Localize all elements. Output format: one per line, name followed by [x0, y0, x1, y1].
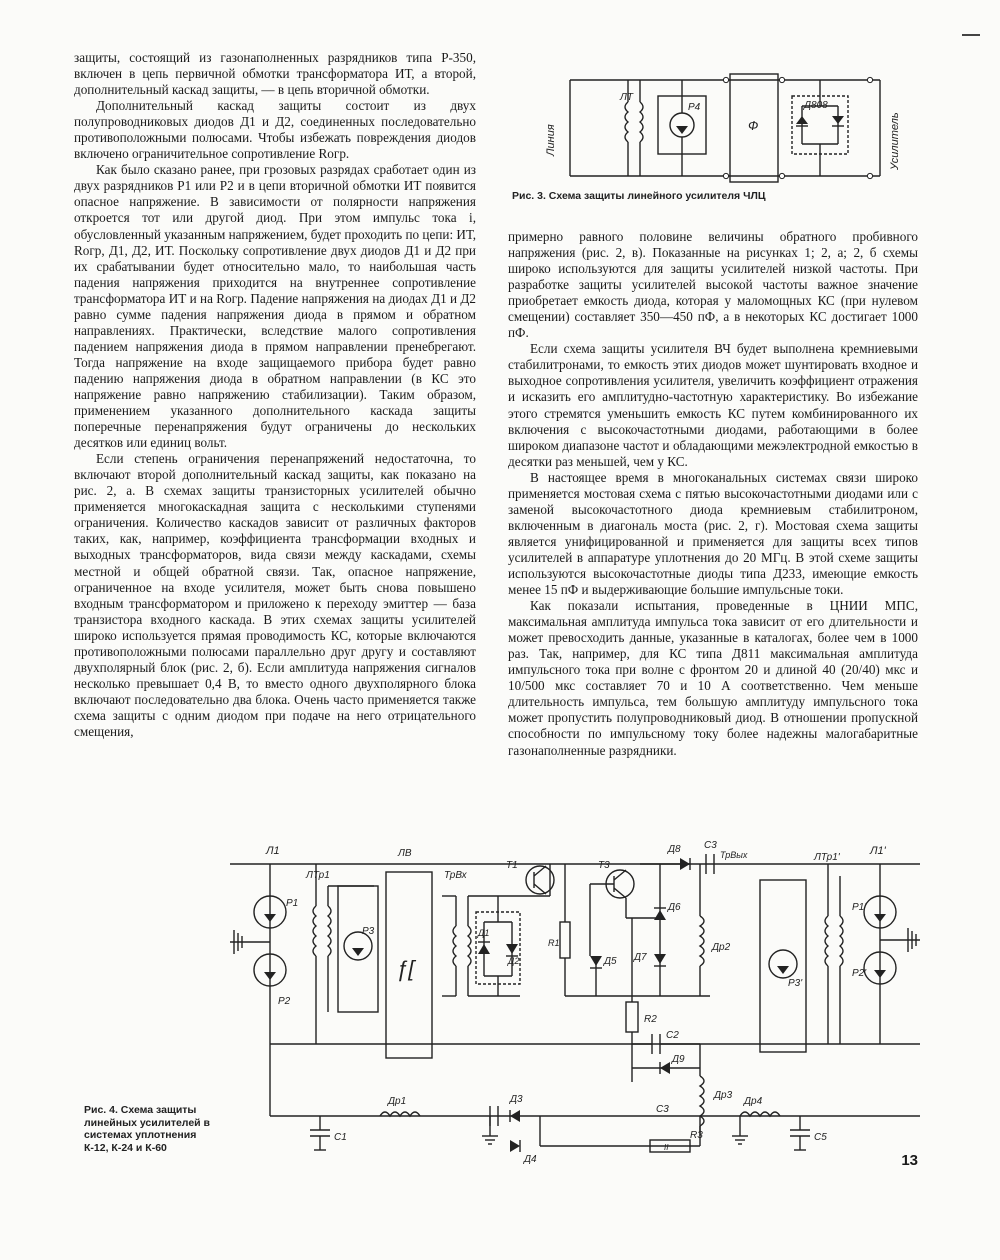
fig4-label-d6: Д6 [668, 902, 681, 913]
fig4-label-p3: Р3 [362, 926, 375, 937]
fig4-label-trvh: ТрВх [444, 870, 467, 881]
paragraph: В настоящее время в многоканальных системах связи широко применяется мостовая схема с пятью высокочастотными диодами или с заменой высокочастотного диода кремниевым стабилитроном, включенным в диагональ моста (рис. 2, г). Мостовая схема защиты является унифицированной и применяется для защиты всех типов усилителей в аппаратуре уплотнения до 20 МГц. В этой схеме защиты используются высокочастотные диоды типа Д233, имеющие емкость менее 15 пФ и выдерживающие большие импульсные токи. [508, 469, 918, 598]
fig4-label-l1p: Л1' [870, 845, 886, 857]
fig4-label-c1: С1 [334, 1132, 347, 1143]
fig4-label-res3: II [664, 1143, 669, 1152]
fig4-label-dr3: Др3 [714, 1090, 733, 1101]
fig4-label-trvyh: ТрВых [720, 850, 748, 860]
fig4-label-c5: С5 [814, 1132, 827, 1143]
fig4-label-p3p: Р3' [788, 978, 803, 989]
paragraph: Если степень ограничения перенапряжений недостаточна, то включают второй дополнительный каскад защиты, как показано на рис. 2, а. В схемах защиты транзисторных усилителей обычно применяется многокаскадная защита с несколькими ступенями ограничения. Количество каскадов зависит от различных факторов таких, как, например, коэффициента трансформации входных и выходных трансформаторов, вида связи между каскадами, схемы местной и общей обратной связи. Так, опасное напряжение, ограниченное на входе усилителя, может быть снова повышено входным трансформатором и приложено к переходу эмиттер — база транзистора входного каскада. В этих схемах защиты усилителей широко используется прямая проводимость КС, которые включаются противоположными полюсами параллельно друг другу и составляют двухполярный блок (рис. 2, б). Если амплитуда напряжения сигналов несколько превышает 0,4 В, то вместо одного двухполярного блока включают последовательно два блока. Очень часто применяется также схема защиты с одним диодом при подаче на него отрицательного смещения, [74, 451, 476, 739]
fig4-label-d7: Д7 [634, 952, 647, 963]
fig4-label-lim: ƒ[ [396, 956, 415, 981]
fig4-label-d3: Д3 [510, 1094, 523, 1105]
page-number: 13 [901, 1152, 918, 1169]
fig4-label-r3: R3 [690, 1130, 703, 1141]
fig4-label-d8: Д8 [668, 844, 681, 855]
paragraph: примерно равного половине величины обратного пробивного напряжения (рис. 2, в). Показанные на рисунках 1; 2, а; 2, б схемы широко используются для защиты усилителей низкой частоты. При разработке защиты усилителей высокой частоты важное значение приобретает емкость диода, которая у маломощных КС (при нулевом смещении) составляет 350—450 пФ, а в некоторых КС достигает 1000 пФ. [508, 229, 918, 341]
fig4-label-ltr1p: ЛТр1' [814, 852, 840, 863]
fig4-label-t3: Т3 [598, 860, 610, 871]
paragraph: Как показали испытания, проведенные в ЦНИИ МПС, максимальная амплитуда импульса тока зависит от его длительности и может превосходить данные, указанные в каталогах, более чем в 1000 раз. Так, например, для КС типа Д811 максимальная амплитуда импульсного тока при волне с фронтом 20 и длиной 40 (20/40) мкс и 10/500 мкс составляет 70 и 10 А соответственно. Чем меньше длительность импульса, тем большую амплитуду импульсного тока может пропустить полупроводниковый диод. В отношении пропускной способности по импульсному току более надежны малогабаритные газонаполненные разрядники. [508, 598, 918, 758]
fig4-label-c3a: С3 [704, 840, 717, 851]
fig4-label-r2: R2 [644, 1014, 657, 1025]
figure-4-caption: Рис. 4. Схема защиты линейных усилителей в системах уплотнения К-12, К-24 и К-60 [84, 1104, 211, 1154]
paragraph: Как было сказано ранее, при грозовых разрядах сработает один из двух разрядников Р1 или Р2 и в цепи вторичной обмотки ИТ появится опасное напряжение. В зависимости от полярности напряжения откроется тот или другой диод. При этом импульс тока i, обусловленный указанным напряжением, будет проходить по цепи: ИТ, Rогр, Д1, Д2, ИТ. Поскольку сопротивление двух диодов Д1 и Д2 при их срабатывании будет относительно мало, то наибольшая часть падения напряжения приходится на внутреннее сопротивление трансформатора ИТ и на Rогр. Падение напряжения на диодах Д1 и Д2 равно сумме падения напряжения диода в прямом и обратном направлениях. Практически, вследствие малого сопротивления падением напряжения диода в прямом направлении пренебрегают. Тогда напряжение на входе защищаемого прибора будет равно падению напряжения диода в обратном направлении (в КС это напряжение равно напряжению стабилизации). Таким образом, применением указанного дополнительного каскада защиты поперечные перенапряжения будут ограничены до нескольких десятков или единиц вольт. [74, 162, 476, 451]
fig4-label-p2p: Р2' [852, 968, 867, 979]
figure-3-caption: Рис. 3. Схема защиты линейного усилителя ЧЛЦ [512, 190, 766, 202]
fig4-label-c2: С2 [666, 1030, 679, 1041]
fig4-label-d1: Д1 [478, 928, 490, 938]
left-text-column [74, 50, 476, 740]
fig4-label-p1p: Р1' [852, 902, 867, 913]
paragraph: защиты, состоящий из газонаполненных разрядников типа Р-350, включен в цепь первичной обмотки трансформатора ИТ, а второй, дополнительный каскад защиты, — в цепь вторичной обмотки. [74, 50, 476, 98]
fig4-label-lv: ЛВ [398, 848, 412, 859]
fig4-label-dr4: Др4 [744, 1096, 763, 1107]
fig4-label-ltr1: ЛТр1 [306, 870, 330, 881]
fig4-label-r1: R1 [548, 938, 560, 948]
fig4-label-dr1: Др1 [388, 1096, 407, 1107]
fig4-label-d9: Д9 [672, 1054, 685, 1065]
corner-dash [962, 34, 980, 36]
fig3-label-amplifier: Усилитель [889, 112, 901, 170]
paragraph: Дополнительный каскад защиты состоит из двух полупроводниковых диодов Д1 и Д2, соединенных последовательно противоположными полюсами. Чтобы избежать повреждения диодов включено ограничительное сопротивление Rогр. [74, 98, 476, 162]
fig3-label-transformer: ЛТ [620, 92, 633, 103]
fig4-label-d5: Д5 [604, 956, 617, 967]
fig3-label-filter: Ф [748, 118, 759, 133]
fig4-label-l1: Л1 [266, 845, 280, 857]
right-text-column [508, 229, 918, 759]
fig4-label-d4: Д4 [524, 1154, 537, 1165]
figure-3-schematic [540, 60, 920, 190]
fig4-label-d2: Д2 [508, 956, 520, 966]
fig4-label-c3b: С3 [656, 1104, 669, 1115]
fig4-label-t1: Т1 [506, 860, 518, 871]
fig3-label-arrester: Р4 [688, 102, 701, 113]
fig3-label-line: Линия [545, 124, 557, 156]
fig3-label-diode: Д808 [804, 100, 828, 111]
figure-4-schematic [220, 836, 930, 1166]
fig4-label-p2: Р2 [278, 996, 291, 1007]
fig4-label-p1: Р1 [286, 898, 299, 909]
paragraph: Если схема защиты усилителя ВЧ будет выполнена кремниевыми стабилитронами, то емкость этих диодов может шунтировать входное и выходное сопротивления усилителя, увеличить коэффициент отражения и исказить его амплитудно-частотную характеристику. Во избежание этого стремятся уменьшить емкость КС путем комбинированного их включения с высокочастотными диодами, работающими в более широком диапазоне частот и обладающими межэлектродной емкостью в десятки раз меньшей, чем у КС. [508, 341, 918, 469]
fig4-label-dr2: Др2 [712, 942, 731, 953]
